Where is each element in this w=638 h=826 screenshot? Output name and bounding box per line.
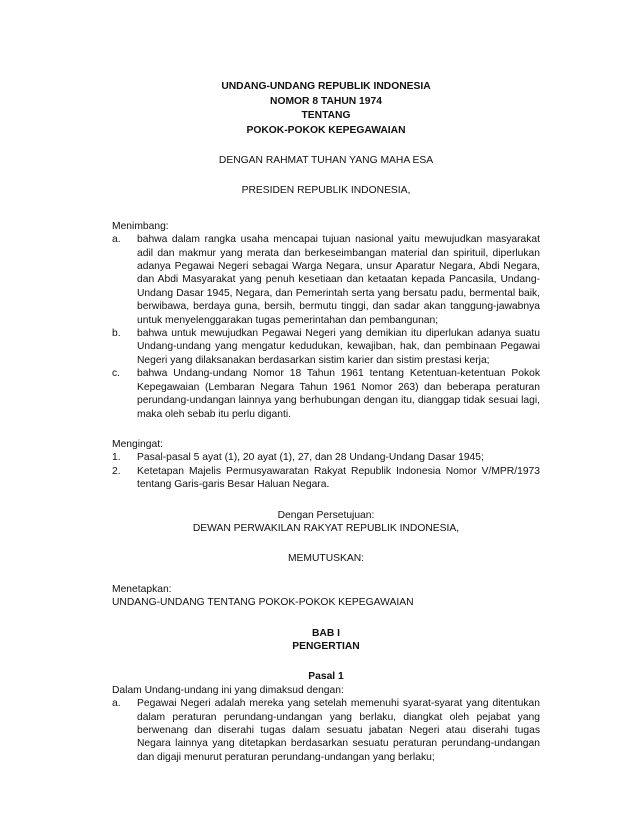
bab-title: PENGERTIAN [292, 640, 360, 652]
mengingat-list [112, 451, 540, 491]
menetapkan-label: Menetapkan: [112, 583, 172, 595]
item-text: bahwa dalam rangka usaha mencapai tujuan nasional yaitu mewujudkan masyarakat adil dan makmur yang merata dan berkeseimbangan material dan spirituil, diperlukan adanya Pegawai Negeri sebagai Warga Negara, unsur Aparatur Negara, Abdi Negara, dan Abdi Masyarakat yang penuh kesetiaan dan ketaatan kepada Pancasila, Undang-Undang Dasar 1945, Negara, dan Pemerintah serta yang bersatu padu, bermental baik, berwibawa, berdaya guna, bersih, bermutu tinggi, dan sadar akan tanggung-jawabnya untuk menyelenggarakan tugas pemerintahan dan pembangunan; [137, 234, 540, 326]
item-number: c. [112, 368, 121, 380]
list-item [112, 327, 540, 367]
pasal-intro: Dalam Undang-undang ini yang dimaksud dengan: [112, 684, 344, 696]
item-text: Ketetapan Majelis Permusyawaratan Rakyat Republik Indonesia Nomor V/MPR/1973 tentang Garis-garis Besar Haluan Negara. [137, 465, 540, 491]
menimbang-label: Menimbang: [112, 220, 169, 232]
invocation: DENGAN RAHMAT TUHAN YANG MAHA ESA [218, 155, 434, 166]
pasal-title: Pasal 1 [308, 671, 344, 683]
menimbang-list [112, 233, 540, 421]
dpr-heading: DEWAN PERWAKILAN RAKYAT REPUBLIK INDONESIA, [192, 522, 460, 534]
item-text: Pegawai Negeri adalah mereka yang setelah memenuhi syarat-syarat yang ditentukan dalam peraturan perundang-undangan yang berlaku, diangkat oleh pejabat yang berwenang dan diserahi tugas dalam sesuatu jabatan Negeri atau diserahi tugas Negara lainnya yang ditetapkan berdasarkan sesuatu peraturan perundang-undangan dan digaji menurut peraturan perundang-undangan yang berlaku; [137, 698, 540, 763]
list-item [112, 367, 540, 421]
document-page [112, 80, 540, 764]
list-item [112, 465, 540, 492]
item-number: a. [112, 234, 121, 246]
item-number: 2. [112, 465, 121, 477]
item-text: Pasal-pasal 5 ayat (1), 20 ayat (1), 27, dan 28 Undang-Undang Dasar 1945; [137, 452, 484, 464]
list-item [112, 233, 540, 327]
menetapkan-text: UNDANG-UNDANG TENTANG POKOK-POKOK KEPEGAWAIAN [112, 597, 414, 609]
item-text: bahwa untuk mewujudkan Pegawai Negeri yang demikian itu diperlukan adanya suatu Undang-undang yang mengatur kedudukan, kewajiban, hak, dan pembinaan Pegawai Negeri yang dilaksanakan berdasarkan sistim karier dan sistim prestasi kerja; [137, 328, 540, 366]
list-item [112, 451, 540, 464]
item-number: b. [112, 328, 121, 340]
document-title [112, 80, 540, 138]
bab-number: BAB I [311, 627, 341, 639]
title-line: TENTANG [301, 110, 351, 121]
mengingat-label: Mengingat: [112, 438, 163, 450]
item-number: 1. [112, 452, 121, 464]
title-line: NOMOR 8 TAHUN 1974 [270, 95, 382, 107]
persetujuan-line: Dengan Persetujuan: [277, 509, 375, 521]
pasal-list [112, 697, 540, 764]
memutuskan-heading: MEMUTUSKAN: [287, 553, 365, 565]
president-heading: PRESIDEN REPUBLIK INDONESIA, [241, 185, 411, 197]
title-line: POKOK-POKOK KEPEGAWAIAN [246, 124, 406, 136]
item-number: a. [112, 698, 121, 710]
item-text: bahwa Undang-undang Nomor 18 Tahun 1961 tentang Ketentuan-ketentuan Pokok Kepegawaian (Lembaran Negara Tahun 1961 Nomor 263) dan beberapa peraturan perundang-undangan lainnya yang berhubungan dengan itu, dianggap tidak sesuai lagi, maka oleh sebab itu perlu diganti. [137, 368, 540, 420]
list-item [112, 697, 540, 764]
title-line: UNDANG-UNDANG REPUBLIK INDONESIA [221, 81, 431, 92]
